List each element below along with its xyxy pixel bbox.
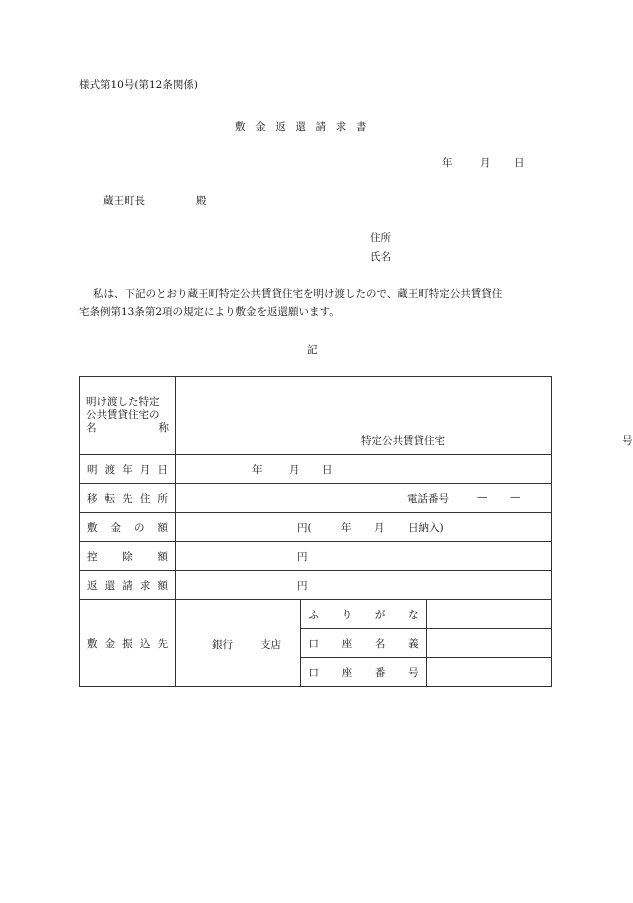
document-title: 敷 金 返 還 請 求 書 [235,121,370,133]
bank-branch-field[interactable] [176,600,301,687]
label-char: 番 [374,666,386,679]
label-char: 渡 [104,463,116,476]
label-char: 口 [308,637,319,650]
label-char: 求 [139,579,151,592]
label-char: 振 [122,637,133,650]
form-number: 様式第10号(第12条関係) [79,79,198,91]
label-account-number [301,658,426,687]
deposit-year: 年 [341,522,352,534]
deposit-month: 月 [374,522,385,534]
label-char: 還 [104,579,116,592]
branch-label: 支店 [260,639,281,651]
deposit-paid: 日納入) [408,522,444,534]
label-housing-name [80,377,176,455]
label-char: 先 [157,637,168,650]
vacate-month: 月 [289,464,300,476]
address-label: 住所 [370,232,391,244]
label-account-name [301,629,426,658]
label-char: 転 [104,492,116,505]
label-deduction [80,542,176,571]
deposit-amount-field[interactable] [176,513,552,542]
label-furigana [301,600,426,629]
label-deposit-amount [80,513,176,542]
refund-yen: 円 [297,580,308,592]
label-char: 額 [157,521,168,534]
label-housing-name-line2: 公共賃貸住宅の [86,409,160,421]
body-text-line1: 私は、下記のとおり蔵王町特定公共賃貸住宅を明け渡したので、蔵王町特定公共賃貸住 [93,288,503,300]
label-char: 金 [110,521,121,534]
table-row-bank-furigana [80,600,552,629]
addressee-name: 蔵王町長 [103,195,145,207]
label-char: 座 [341,637,353,650]
new-address-field[interactable] [176,484,552,513]
label-char: 義 [408,637,419,650]
ki-heading: 記 [307,344,318,356]
housing-name-value: 特定公共賃貸住宅 [361,435,445,447]
label-char: 年 [122,463,133,476]
label-bank-transfer [80,600,176,687]
label-char: が [374,608,386,621]
date-month: 月 [480,157,491,169]
date-year: 年 [442,157,453,169]
label-char: 明 [87,463,98,476]
label-housing-name-line3a: 名 [86,422,97,434]
refund-amount-field[interactable] [176,571,552,600]
vacate-day: 日 [322,464,333,476]
form-table [79,376,633,687]
body-text-line2: 宅条例第13条第2項の規定により敷金を返還願います。 [79,306,340,318]
label-char: り [341,608,353,621]
addressee-honorific: 殿 [196,195,207,207]
label-char: 月 [139,463,151,476]
label-char: 返 [87,579,98,592]
housing-name-field[interactable] [176,377,633,455]
label-new-address [80,484,176,513]
label-char: 額 [157,550,168,563]
furigana-field[interactable] [426,600,551,629]
table-row-new-address [80,484,552,513]
phone-label: 電話番号 [407,493,449,505]
account-name-field[interactable] [426,629,551,658]
label-char: 額 [157,579,168,592]
table-row-housing-name [80,377,552,455]
table-row-deduction [80,542,552,571]
vacate-date-field[interactable] [176,455,552,484]
label-char: 控 [87,550,98,563]
label-char: 敷 [87,521,98,534]
label-char: ふ [308,608,319,621]
label-char: 座 [341,666,353,679]
label-vacate-date [80,455,176,484]
label-char: 除 [122,550,133,563]
vacate-year: 年 [252,464,263,476]
label-char: 請 [122,579,133,592]
label-char: 住 [139,492,151,505]
table-row-refund-amount [80,571,552,600]
label-housing-name-line1: 明け渡した特定 [86,396,160,408]
label-char: 金 [104,637,116,650]
deposit-yen: 円( [297,522,312,534]
deduction-field[interactable] [176,542,552,571]
label-char: 日 [157,463,168,476]
date-day: 日 [514,157,525,169]
bank-label: 銀行 [212,639,233,651]
phone-dash-2: — [510,491,521,503]
label-char: 名 [374,637,386,650]
label-char: 所 [157,492,168,505]
label-char: 号 [408,666,419,679]
name-label: 氏名 [370,251,391,263]
label-refund-amount [80,571,176,600]
label-char: の [134,521,145,534]
table-row-deposit-amount [80,513,552,542]
label-housing-name-line3b: 称 [158,422,169,434]
label-char: 込 [139,637,151,650]
account-number-field[interactable] [426,658,551,687]
label-char: な [408,608,419,621]
label-char: 敷 [87,637,98,650]
label-char: 移 [87,492,98,505]
label-char: 口 [308,666,319,679]
housing-number-suffix: 号 [622,435,633,447]
table-row-vacate-date [80,455,552,484]
label-char: 先 [122,492,133,505]
phone-dash-1: — [477,491,488,503]
deduction-yen: 円 [297,551,308,563]
